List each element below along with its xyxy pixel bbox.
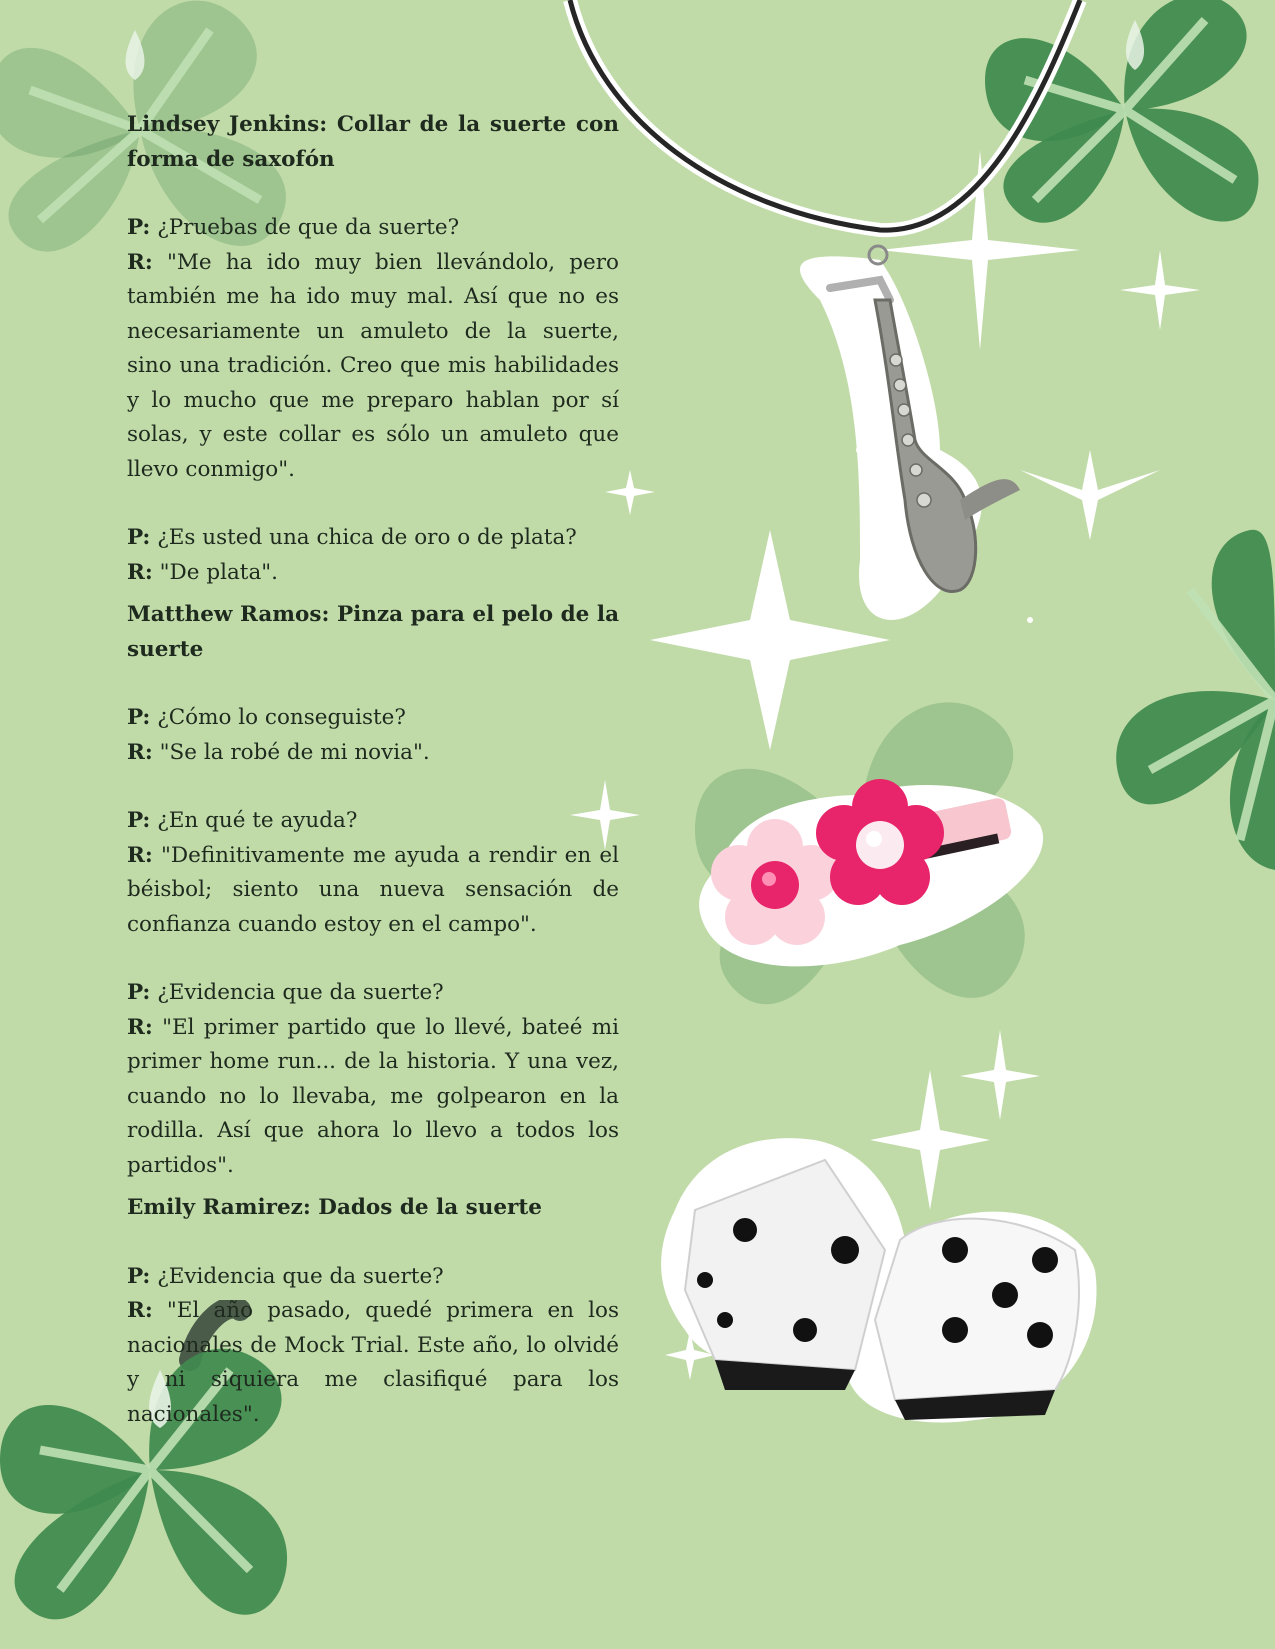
section-title-lindsey: Lindsey Jenkins: Collar de la suerte con forma de saxofón [127,112,619,172]
flower-hairclip-icon [680,775,1060,985]
question: P: ¿Evidencia que da suerte? [127,1263,444,1289]
answer: R: "Se la robé de mi novia". [127,739,430,765]
answer: R: "De plata". [127,559,278,585]
section-title-emily: Emily Ramirez: Dados de la suerte [127,1195,542,1220]
question: P: ¿Es usted una chica de oro o de plata? [127,525,577,550]
answer: R: "Definitivamente me ayuda a rendir en el béisbol; siento una nueva sensación de confianza cuando estoy en el campo". [127,842,619,937]
dice-icon [655,1130,1105,1430]
die-right [875,1219,1079,1420]
question: P: ¿En qué te ayuda? [127,808,358,833]
section-title-matthew: Matthew Ramos: Pinza para el pelo de la suerte [127,602,619,662]
answer: R: "Me ha ido muy bien llevándolo, pero también me ha ido muy mal. Así que no es necesariamente un amuleto de la suerte, sino una tradición. Creo que mis habilidades y lo mucho que me preparo hablan por sí solas, y este collar es sólo un amuleto que llevo conmigo". [127,249,619,482]
text-column [127,108,619,1432]
saxophone-necklace-icon [560,0,1120,650]
answer: R: "El primer partido que lo llevé, bateé mi primer home run... de la historia. Y una vez, cuando no lo llevaba, me golpearon en la rodilla. Así que ahora lo llevo a todos los partidos". [127,1014,619,1178]
question: P: ¿Evidencia que da suerte? [127,980,444,1005]
answer: R: "El año pasado, quedé primera en los nacionales de Mock Trial. Este año, lo olvidé y ni siquiera me clasifiqué para los nacionales". [127,1298,619,1427]
question: P: ¿Pruebas de que da suerte? [127,215,460,240]
question: P: ¿Cómo lo conseguiste? [127,705,406,730]
